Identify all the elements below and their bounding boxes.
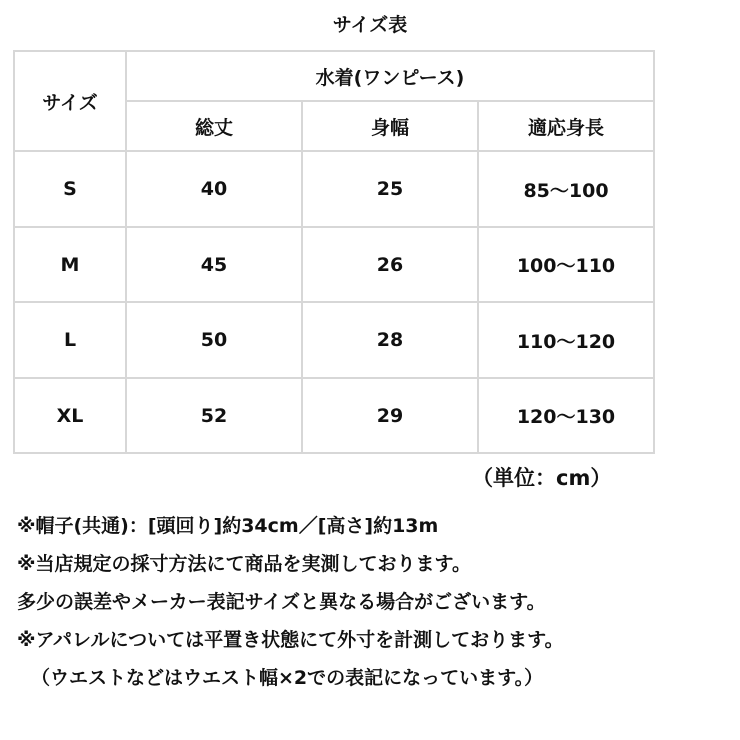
note-waist-notation: （ウエストなどはウエスト幅×2での表記になっています。） bbox=[31, 667, 544, 689]
note-hat-size: ※帽子(共通)：[頭回り]約34cm／[高さ]約13m bbox=[17, 515, 439, 537]
length-cell: 50 bbox=[126, 302, 302, 378]
size-cell: XL bbox=[14, 378, 126, 453]
height-range-cell: 110～120 bbox=[478, 302, 654, 378]
note-apparel-measurement: ※アパレルについては平置き状態にて外寸を計測しております。 bbox=[17, 629, 564, 651]
column-header-height-range: 適応身長 bbox=[478, 101, 654, 151]
notes-section bbox=[17, 508, 737, 698]
size-column-header: サイズ bbox=[14, 51, 126, 151]
width-cell: 28 bbox=[302, 302, 478, 378]
length-cell: 40 bbox=[126, 151, 302, 227]
width-cell: 26 bbox=[302, 227, 478, 302]
length-cell: 52 bbox=[126, 378, 302, 453]
table-header-row bbox=[14, 51, 654, 101]
table-row bbox=[14, 227, 654, 302]
height-range-cell: 85～100 bbox=[478, 151, 654, 227]
height-range-cell: 100～110 bbox=[478, 227, 654, 302]
group-header: 水着(ワンピース) bbox=[126, 51, 654, 101]
table-row bbox=[14, 151, 654, 227]
size-cell: L bbox=[14, 302, 126, 378]
width-cell: 29 bbox=[302, 378, 478, 453]
note-measurement-method: ※当店規定の採寸方法にて商品を実測しております。 bbox=[17, 553, 471, 575]
size-table bbox=[13, 50, 655, 454]
size-cell: M bbox=[14, 227, 126, 302]
size-cell: S bbox=[14, 151, 126, 227]
width-cell: 25 bbox=[302, 151, 478, 227]
page-title: サイズ表 bbox=[332, 14, 408, 36]
table-row bbox=[14, 302, 654, 378]
height-range-cell: 120～130 bbox=[478, 378, 654, 453]
table-row bbox=[14, 378, 654, 453]
note-size-difference: 多少の誤差やメーカー表記サイズと異なる場合がございます。 bbox=[17, 591, 546, 613]
column-header-length: 総丈 bbox=[126, 101, 302, 151]
length-cell: 45 bbox=[126, 227, 302, 302]
column-header-width: 身幅 bbox=[302, 101, 478, 151]
unit-label: （単位：cm） bbox=[472, 466, 612, 490]
